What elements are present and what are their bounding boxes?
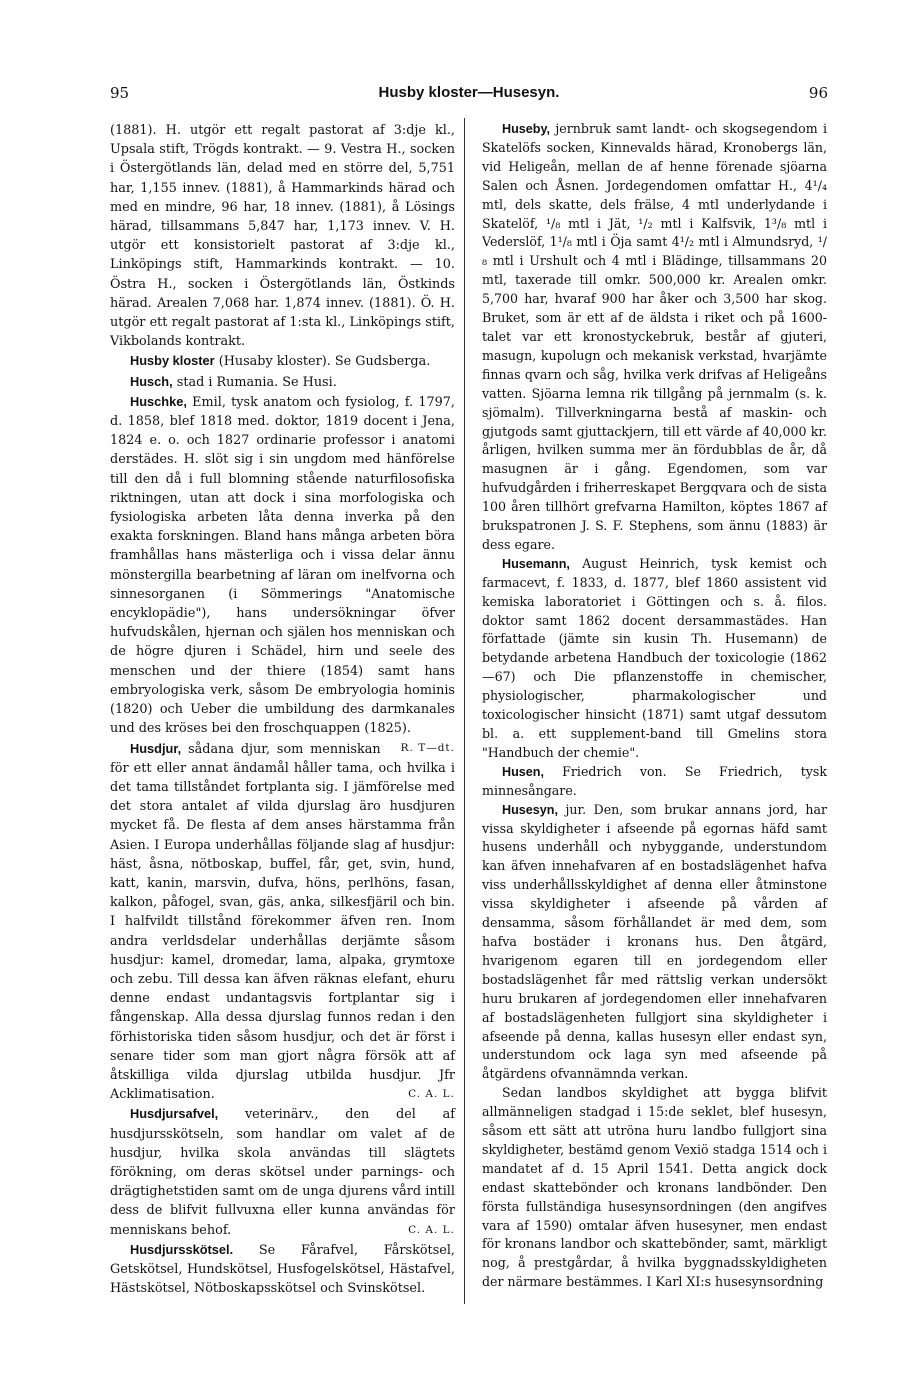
entry-headword: Husby kloster [130, 353, 215, 369]
entry-paragraph [110, 120, 455, 351]
column-divider [464, 118, 465, 1304]
author-signature: R. T—dt. [400, 741, 455, 754]
author-signature: C. A. L. [408, 1223, 455, 1236]
entry-headword: Husdjursafvel, [130, 1106, 219, 1122]
entry-text: jernbruk samt landt- och skogsegendom i Skatelöfs socken, Kinnevalds härad, Kronobergs län, vid Heligeån, mellan de af henne förenade sjöarna Salen och Åsnen. Jordegendomen omfattar H., 4¹/₄ mtl, dels skatte, dels frälse, 4 mtl underlydande i Skatelöf, ¹/₈ mtl i Jät, ¹/₂ mtl i Kalfsvik, 1³/₈ mtl i Vederslöf, 1¹/₈ mtl i Öja samt 4¹/₂ mtl i Almundsryd, ¹/₈ mtl i Urshult och 4 mtl i Blädinge, tillsammans 20 mtl, taxerade till omkr. 500,000 kr. Arealen omkr. 5,700 har, hvaraf 900 har åker och 3,500 har skog. Bruket, som är ett af de äldsta i riket och på 1600-talet var ett kronostyckebruk, består af gjuteri, masugn, kupolugn och mekanisk verkstad, hvarjämte finnas qvarn och såg, hvilka verk drifvas af Heligeåns vatten. Sjöarna lemna rik tillgång på jernmalm (s. k. sjömalm). Tillverkningarna bestå af maskin- och gjutgods samt gjuttackjern, till ett värde af 40,000 kr. årligen, hvilken summa mer än fördubblas de år, då masugnen är i gång. Egendomen, som var hufvudgården i friherreskapet Bergqvara och de sista 100 åren tillhört grefvarna Hamilton, köptes 1867 af brukspatronen J. S. F. Stephens, som ännu (1883) är dess egare. [482, 121, 828, 552]
entry-text: Friedrich von. Se Friedrich, tysk minnesångare. [482, 763, 827, 798]
entry-text: August Heinrich, tysk kemist och farmacevt, f. 1833, d. 1877, blef 1860 assistent vid kemiska laboratoriet i Göttingen och s. å. filos. doktor samt 1862 docent dersammastädes. Han författade (jämte sin kusin Th. Husemann) de betydande arbetena Handbuch der toxicologie (1862—67) och Die pflanzenstoffe in chemischer, physiologischer, pharmakologischer und toxicologischer hinsicht (1871) samt utgaf dessutom bl. a. ett supplement-band till Gmelins stora "Handbuch der chemie". [482, 555, 827, 760]
entry-paragraph [110, 739, 455, 1105]
entry-text: Se Fårafvel, Fårskötsel, Getskötsel, Hundskötsel, Husfogelskötsel, Hästafvel, Hästskötsel, Nötboskapsskötsel och Svinskötsel. [110, 1242, 455, 1297]
right-column [482, 120, 827, 1292]
entry-text: (Husaby kloster). Se Gudsberga. [218, 354, 431, 370]
entry-headword: Husch, [130, 373, 173, 389]
entry-headword: Husdjursskötsel. [130, 1241, 234, 1257]
entry-headword: Husdjur, [130, 740, 182, 756]
page-number-left: 95 [110, 84, 130, 102]
entry-paragraph [110, 1104, 455, 1239]
running-title: Husby kloster—Husesyn. [378, 84, 560, 101]
entry-headword: Husen, [502, 764, 544, 779]
entry-headword: Huschke, [130, 393, 187, 409]
entry-text: sådana djur, som menniskan för ett eller annat ändamål håller tama, och hvilka i det tama tillståndet fortplanta sig. I jämförelse med det stora antalet af vilda djurslag äro husdjuren mycket få. De flesta af dem anses härstamma från Asien. I Europa underhållas följande slag af husdjur: häst, åsna, nötboskap, buffel, får, get, svin, hund, katt, kanin, marsvin, dufva, höns, perlhöns, fasan, kalkon, påfogel, svan, gäs, anka, silkesfjäril och bin. I halfvildt tillstånd förekommer äfven ren. Inom andra verldsdelar underhållas derjämte såsom husdjur: kamel, dromedar, lama, alpaka, grymtoxe och zebu. Till dessa kan äfven räknas elefant, ehuru denne endast undantagsvis fortplantar sig i fångenskap. Alla dessa djurslag funnos redan i den förhistoriska tiden såsom husdjur, och det är först i senare tider som man gjort några försök att af åtskilliga vilda djurslag utbilda husdjur. Jfr Acklimatisation. [110, 741, 455, 1103]
entry-headword: Husesyn, [502, 802, 558, 817]
entry-paragraph [482, 555, 827, 763]
entry-headword: Husemann, [502, 556, 570, 571]
entry-headword: Huseby, [502, 122, 551, 136]
page-number-right: 96 [808, 84, 828, 102]
entry-paragraph [482, 1084, 827, 1292]
entry-text: (1881). H. utgör ett regalt pastorat af 3:dje kl., Upsala stift, Trögds kontrakt. — 9. Vestra H., socken i Östergötlands län, delad med en större del, 5,751 har, 1,155 innev. (1881), å Hammarkinds härad och med en mindre, 96 har, 18 innev. (1881), å Lösings härad, tillsammans 5,847 har, 1,173 innev. V. H. utgör ett konsistorielt pastorat af 3:dje kl., Linköpings stift, Hammarkinds kontrakt. — 10. Östra H., socken i Östergötlands län, Östkinds härad. Arealen 7,068 har. 1,874 innev. (1881). Ö. H. utgör ett regalt pastorat af 1:sta kl., Linköpings stift, Vikbolands kontrakt. [110, 123, 455, 350]
page-header [110, 84, 828, 108]
entry-text: veterinärv., den del af husdjursskötseln, som handlar om valet af de husdjur, hvilka skola användas till slägtets förökning, om deras skötsel under parnings- och drägtighetstiden samt om de unga djurens vård intill dess de blifvit fullvuxna eller kunna användas för menniskans behof. [110, 1107, 456, 1238]
left-column [110, 120, 455, 1298]
entry-text: Sedan landbos skyldighet att bygga blifvit allmänneligen stadgad i 15:de seklet, blef husesyn, såsom ett sätt att utröna huru landbo fullgjort sina skyldigheter, bestämd genom Vexiö stadga 1514 och i mandatet af d. 15 April 1541. Detta angick dock endast skattebönder och kronans landbönder. Den första fullständiga husesynsordningen (den angifves vara af 1590) omtalar äfven husesyner, men endast för kronans landbor och skattebönder, samt, märkligt nog, å prestgårdar, å hvilka byggnadsskyldigheten der närmare bestämmes. I Karl XI:s husesynsordning [482, 1085, 827, 1290]
entry-paragraph [110, 372, 455, 392]
entry-text: Emil, tysk anatom och fysiolog, f. 1797, d. 1858, blef 1818 med. doktor, 1819 docent i Jena, 1824 e. o. och 1827 ordinarie professor i anatomi derstädes. H. slöt sig i sin ungdom med hänförelse till den då i full blomning stående naturfilosofiska riktningen, utan att dock i sina morfologiska och fysiologiska arbeten låta denna inverka på den exakta forskningen. Bland hans många arbeten böra framhållas hans mästerliga och i vissa delar ännu mönstergilla bearbetning af läran om inelfvorna och sinnesorganen (i Sömmerings "Anatomische encyklopädie"), hans undersökningar öfver hufvudskålen, hjernan och själen hos menniskan och de högre djuren i Schädel, hirn und seele des menschen und der thiere (1854) samt hans embryologiska verk, såsom De embryologia hominis (1820) och Ueber die umbildung des darmkanales und des kröses bei den froschquappen (1825). [110, 394, 455, 737]
entry-paragraph [110, 1240, 455, 1299]
entry-paragraph [482, 801, 827, 1085]
entry-paragraph [482, 120, 827, 555]
entry-paragraph [110, 351, 455, 371]
entry-text: stad i Rumania. Se Husi. [176, 374, 337, 390]
author-signature: C. A. L. [408, 1088, 455, 1101]
entry-paragraph [482, 763, 827, 801]
entry-text: jur. Den, som brukar annans jord, har vissa skyldigheter i afseende på egornas häfd samt husens underhåll och nybyggande, understundom kan äfven innehafvaren af en bostadslägenhet hafva viss underhållsskyldighet af denna eller åtminstone vissa skyldigheter i afseende på vården af densamma, såsom förhållandet är med dem, som hafva bostäder i kronans hus. Den åtgärd, hvarigenom egaren till en jordegendom eller bostadslägenhet får med rättslig verkan undersökt huru brukaren af jordegendomen eller innehafvaren af bostadslägenheten fullgjort sina skyldigheter i afseende på denna, kallas husesyn eller endast syn, understundom ock laga syn med afseende på åtgärdens ofvannämnda verkan. [482, 801, 827, 1082]
